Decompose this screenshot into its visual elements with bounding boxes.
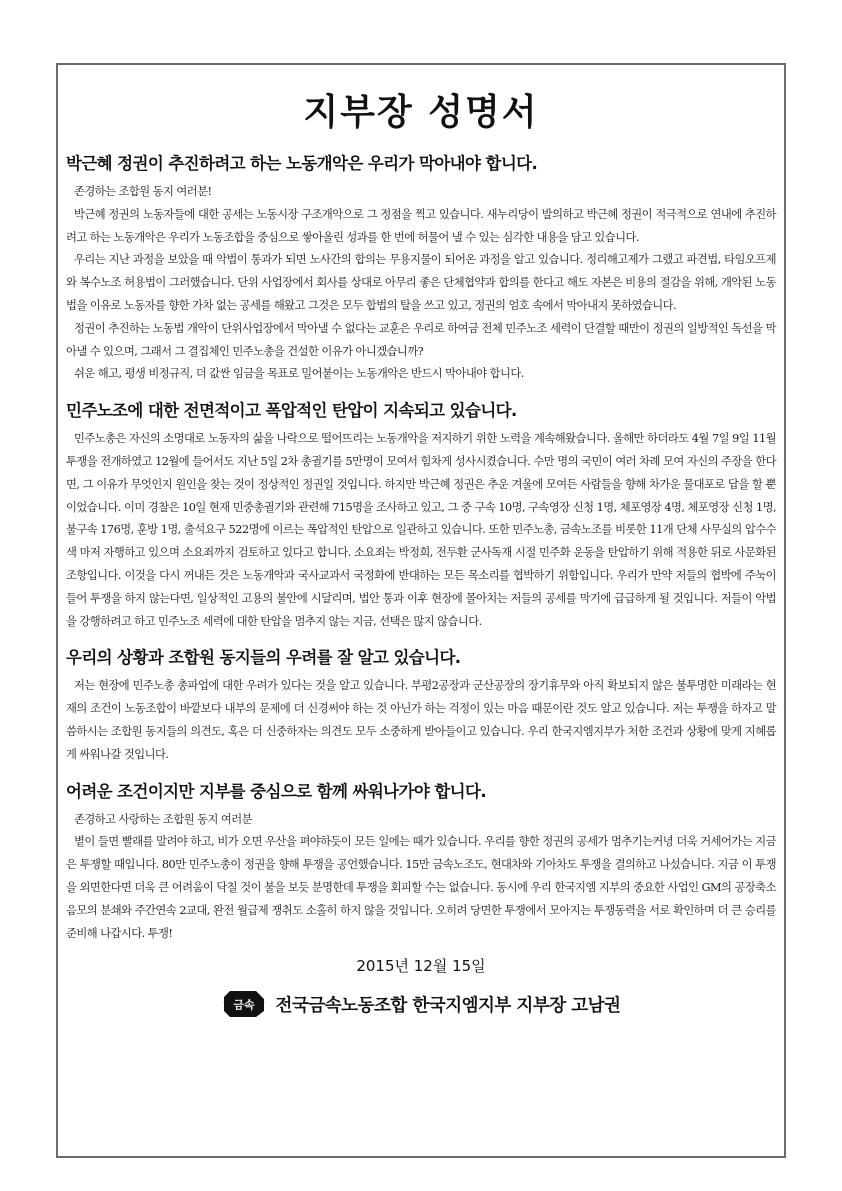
document-frame	[56, 63, 786, 1158]
paragraph: 우리는 지난 과정을 보았을 때 악법이 통과가 되면 노사간의 합의는 무용지물이 되어온 과정을 알고 있습니다. 정리해고제가 그랬고 파견법, 타임오프제와 복수노조 허용법이 그러했습니다. 단위 사업장에서 회사를 상대로 아무리 좋은 단체협약과 합의를 한다고 해도 자본은 비용의 절감을 위해, 개악된 노동법을 이유로 노동자를 향한 가차 없는 공세를 해왔고 그것은 모두 합법의 탈을 쓰고 있고, 정권의 엄호 속에서 막아내지 못하였습니다.	[66, 253, 776, 312]
paragraph: 저는 현장에 민주노총 총파업에 대한 우려가 있다는 것을 알고 있습니다. 부평2공장과 군산공장의 장기휴무와 아직 확보되지 않은 불투명한 미래라는 현재의 조건이 노동조합이 바깥보다 내부의 문제에 더 신경써야 하는 것 아닌가 하는 걱정이 있는 마음 때문이란 것도 알고 있습니다. 저는 투쟁을 하자고 말씀하시는 조합원 동지들의 의견도, 혹은 더 신중하자는 의견도 모두 소중하게 받아들이고 있습니다. 우리 한국지엠지부가 처한 조건과 상황에 맞게 지혜롭게 싸워나갈 것입니다.	[66, 679, 776, 761]
document-title: 지부장 성명서	[303, 92, 539, 133]
section-heading: 박근혜 정권이 추진하려고 하는 노동개악은 우리가 막아내야 합니다.	[66, 154, 538, 173]
paragraph: 정권이 추진하는 노동법 개악이 단위사업장에서 막아낼 수 없다는 교훈은 우리로 하여금 전체 민주노조 세력이 단결할 때만이 정권의 일방적인 독선을 막아낼 수 있으며, 그래서 그 결집체인 민주노총을 건설한 이유가 아니겠습니까?	[66, 321, 776, 358]
paragraph: 민주노총은 자신의 소명대로 노동자의 삶을 나락으로 떨어뜨리는 노동개악을 저지하기 위한 노력을 계속해왔습니다. 올해만 하더라도 4월 7일 9일 11월 투쟁을 전개하였고 12월에 들어서도 지난 5일 2차 총궐기를 5만명이 모여서 힘차게 성사시켰습니다. 수만 명의 국민이 여러 차례 모여 자신의 주장을 한다면, 그 이유가 무엇인지 원인을 찾는 것이 정상적인 정권일 것입니다. 하지만 박근혜 정권은 추운 겨울에 모여든 사람들을 향해 차가운 물대포로 답을 할 뿐이었습니다. 이미 경찰은 10일 현재 민중총궐기와 관련해 715명을 조사하고 있고, 그 중 구속 10명, 구속영장 신청 1명, 체포영장 4명, 체포영장 신청 1명, 불구속 176명, 훈방 1명, 출석요구 522명에 이르는 폭압적인 탄압으로 일관하고 있습니다. 또한 민주노총, 금속노조를 비롯한 11개 단체 사무실의 압수수색 마저 자행하고 있으며 소요죄까지 검토하고 있다고 합니다. 소요죄는 박정희, 전두환 군사독재 시절 민주화 운동을 탄압하기 위해 적용한 뒤로 사문화된 조항입니다. 이것을 다시 꺼내든 것은 노동개악과 국사교과서 국정화에 반대하는 모든 목소리를 협박하기 위함입니다. 우리가 만약 저들의 협박에 주눅이 들어 투쟁을 하지 않는다면, 일상적인 고용의 불안에 시달리며, 법안 통과 이후 현장에 몰아치는 저들의 공세를 막기에 급급하게 될 것입니다. 저들이 악법을 강행하려고 하고 민주노조 세력에 대한 탄압을 멈추지 않는 지금, 선택은 많지 않습니다.	[66, 432, 776, 628]
logo-text: 금속	[232, 998, 255, 1012]
document-date: 2015년 12월 15일	[356, 957, 486, 976]
paragraph: 존경하는 조합원 동지 여러분!	[74, 185, 212, 198]
signature-block	[66, 989, 776, 1019]
document-content	[66, 65, 776, 1156]
section-heading: 우리의 상황과 조합원 동지들의 우려를 잘 알고 있습니다.	[66, 648, 461, 668]
section-4	[66, 781, 776, 946]
section-heading: 어려운 조건이지만 지부를 중심으로 함께 싸워나가야 합니다.	[66, 781, 487, 801]
paragraph: 볕이 들면 빨래를 말려야 하고, 비가 오면 우산을 펴야하듯이 모든 일에는 때가 있습니다. 우리를 향한 정권의 공세가 멈추기는커녕 더욱 거세어가는 지금은 투쟁할 때입니다. 80만 민주노총이 정권을 향해 투쟁을 공언했습니다. 15만 금속노조도, 현대차와 기아차도 투쟁을 결의하고 나섰습니다. 지금 이 투쟁을 외면한다면 더욱 큰 어려움이 닥칠 것이 불을 보듯 분명한데 투쟁을 회피할 수는 없습니다. 동시에 우리 한국지엠 지부의 중요한 사업인 GM의 공장축소 음모의 분쇄와 주간연속 2교대, 완전 월급제 쟁취도 소홀히 하지 않을 것입니다. 오히려 당면한 투쟁에서 모아지는 투쟁동력을 서로 확인하며 더 큰 승리를 준비해 나갑시다. 투쟁!	[66, 835, 776, 940]
signature-text: 전국금속노동조합 한국지엠지부 지부장 고남권	[275, 995, 621, 1016]
section-heading: 민주노조에 대한 전면적이고 폭압적인 탄압이 지속되고 있습니다.	[66, 401, 517, 421]
paragraph: 쉬운 해고, 평생 비정규직, 더 값싼 임금을 목표로 밀어붙이는 노동개악은 반드시 막아내야 합니다.	[74, 367, 524, 381]
paragraph: 존경하고 사랑하는 조합원 동지 여러분	[74, 812, 252, 826]
section-2	[66, 400, 776, 633]
paragraph: 박근혜 정권의 노동자들에 대한 공세는 노동시장 구조개악으로 그 정점을 찍고 있습니다. 새누리당이 발의하고 박근혜 정권이 적극적으로 연내에 추진하려고 하는 노동개악은 우리가 노동조합을 중심으로 쌓아올린 성과를 한 번에 허물어 낼 수 있는 심각한 내용을 담고 있습니다.	[66, 207, 776, 244]
section-3	[66, 647, 776, 766]
section-1	[66, 153, 776, 386]
union-logo-icon	[222, 989, 266, 1019]
